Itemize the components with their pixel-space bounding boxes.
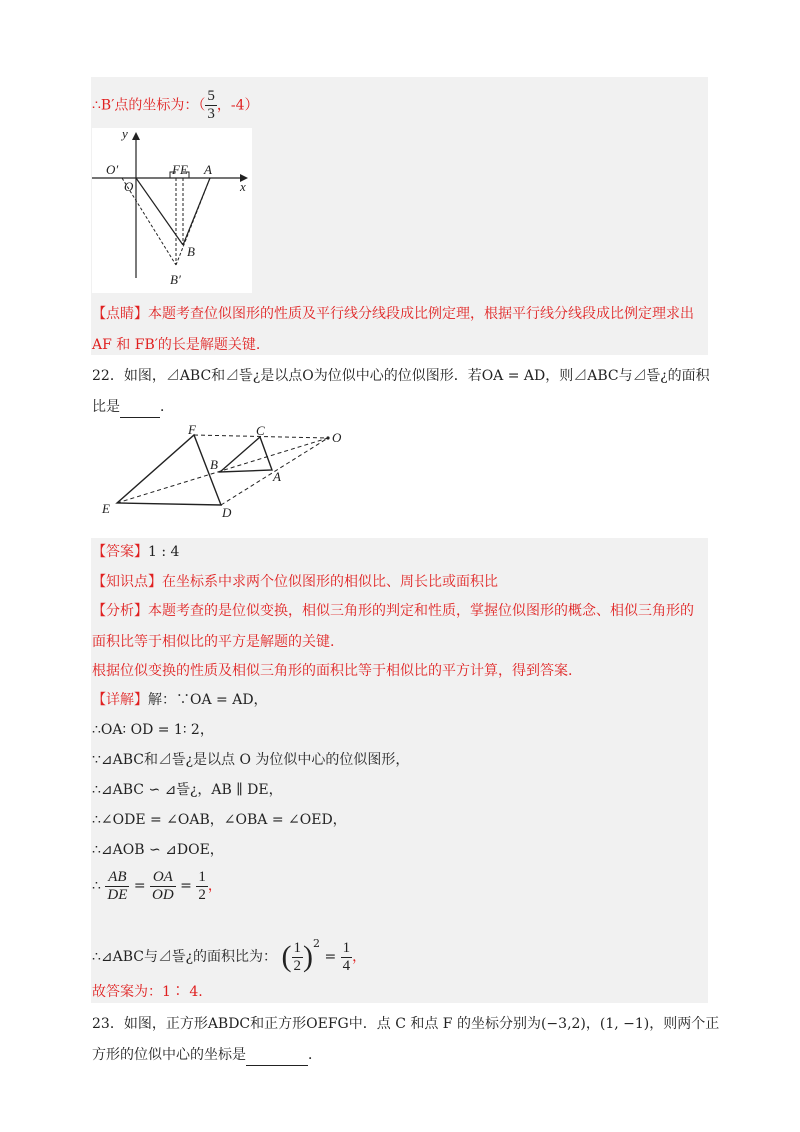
- label-fe: FE: [172, 162, 188, 177]
- label-o-prime: O′: [106, 162, 119, 177]
- label-o: O: [124, 179, 134, 194]
- answer-line: 【答案】1 : 4: [92, 544, 180, 560]
- detail-line-3: ∵⊿ABC和⊿뜰¿是以点 O 为位似中心的位似图形，: [92, 752, 410, 768]
- label-a-22: A: [273, 469, 281, 484]
- detail-line-4: ∴⊿ABC ∽ ⊿뜰¿，AB ∥ DE，: [92, 782, 283, 798]
- label-b-22: B: [210, 457, 218, 472]
- analysis-line-3: 根据位似变换的性质及相似三角形的面积比等于相似比的平方计算，得到答案.: [92, 663, 573, 679]
- coordinate-figure-21: [92, 128, 252, 293]
- knowledge-line: 【知识点】在坐标系中求两个位似图形的相似比、周长比或面积比: [92, 574, 498, 590]
- x-axis-label: x: [240, 179, 246, 194]
- answer-blank-23[interactable]: [246, 1045, 308, 1066]
- question-23-stem-line-1: 23．如图，正方形ABDC和正方形OEFG中．点 C 和点 F 的坐标分别为(−3,2)，(1, −1)，则两个正: [92, 1016, 720, 1032]
- question-22-stem-line-2: 比是 ．: [92, 397, 174, 418]
- label-o-center: O: [332, 430, 342, 445]
- label-e: E: [102, 501, 110, 516]
- area-result-fraction: $\frac{1}{4}$: [342, 939, 351, 974]
- label-d: D: [222, 505, 232, 520]
- question-23-stem-line-2: 方形的位似中心的坐标是 ．: [92, 1045, 322, 1066]
- ratio-fraction-one-half: $\frac{1}{2}$: [198, 868, 206, 903]
- b-prime-coordinate-line: ∴B′点的坐标为：（ $\frac{5}{3}$ ，-4）: [92, 88, 259, 122]
- answer-blank-22[interactable]: [120, 397, 160, 418]
- question-22-stem-line-1: 22．如图，⊿ABC和⊿뜰¿是以点O为位似中心的位似图形．若OA = AD，则⊿ABC与⊿뜰¿的面积: [92, 368, 710, 384]
- y-axis-label: y: [122, 128, 128, 141]
- area-base-fraction: $\frac{1}{2}$: [293, 939, 301, 974]
- detail-line-2: ∴OA∶ OD = 1∶ 2，: [92, 722, 214, 738]
- ratio-line: ∴ $\frac{AB}{DE}$ = $\frac{OA}{OD}$ = $\frac{1}{2}$ ，: [92, 868, 222, 903]
- label-a: A: [204, 162, 212, 177]
- detail-line-1: 【详解】解：∵OA = AD，: [92, 692, 268, 708]
- detail-line-5: ∴∠ODE = ∠OAB，∠OBA = ∠OED，: [92, 812, 347, 828]
- area-ratio-line: ∴⊿ABC与⊿뜰¿的面积比为： ( $\frac{1}{2}$ )$^2$ = $\frac{1}{4}$ ，: [92, 937, 367, 974]
- ratio-fraction-oa-od: $\frac{OA}{OD}$: [152, 868, 174, 903]
- label-c: C: [256, 425, 265, 438]
- comment-line-2: AF 和 FB′的长是解题关键.: [92, 337, 261, 353]
- label-b-prime: B′: [170, 272, 181, 287]
- detail-line-6: ∴⊿AOB ∽ ⊿DOE，: [92, 842, 224, 858]
- final-answer-line: 故答案为：1∶ 4.: [92, 984, 203, 1000]
- coord-fraction: $\frac{5}{3}$: [207, 88, 215, 122]
- label-b: B: [187, 244, 195, 259]
- homothety-figure-22: [100, 425, 360, 520]
- label-f: F: [188, 425, 196, 437]
- analysis-line-1: 【分析】本题考查的是位似变换，相似三角形的判定和性质，掌握位似图形的概念、相似三角形的: [92, 603, 694, 619]
- comment-line-1: 【点睛】本题考查位似图形的性质及平行线分线段成比例定理，根据平行线分线段成比例定理求出: [92, 306, 694, 322]
- analysis-line-2: 面积比等于相似比的平方是解题的关键.: [92, 634, 335, 650]
- ratio-fraction-ab-de: $\frac{AB}{DE}$: [107, 868, 128, 903]
